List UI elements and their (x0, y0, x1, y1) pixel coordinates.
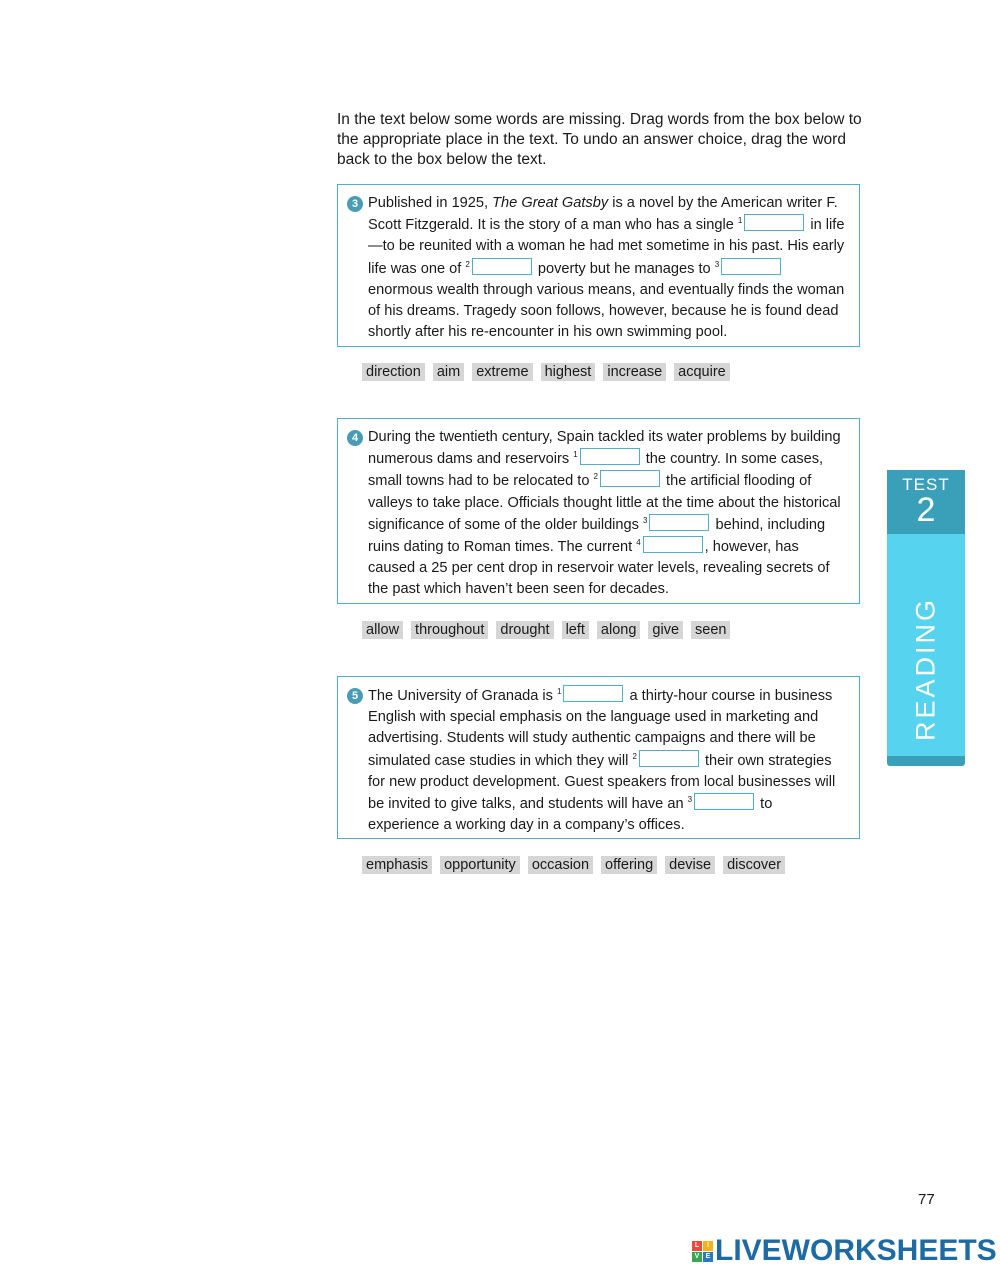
exercise-text: behind, including ruins dating to Roman times. The current (368, 516, 826, 556)
answer-drop-slot[interactable] (744, 214, 804, 231)
exercise-3-text-box (337, 184, 860, 347)
exercise-text: in life—to be reunited with a woman he had met sometime in his past. His early life was one of (368, 217, 845, 277)
gap-number: 1 (557, 687, 562, 696)
logo-text: LIVEWORKSHEETS (715, 1234, 997, 1267)
draggable-word[interactable]: increase (603, 363, 666, 381)
test-number-header (887, 470, 965, 534)
test-label: TEST (902, 475, 950, 494)
exercise-5-text-box (337, 676, 860, 839)
draggable-word[interactable]: acquire (674, 363, 730, 381)
draggable-word[interactable]: left (562, 621, 589, 639)
gap-number: 3 (687, 795, 693, 805)
logo-letter: L (692, 1241, 702, 1251)
draggable-word[interactable]: give (648, 621, 683, 639)
draggable-word[interactable]: highest (541, 363, 596, 381)
exercise-text: the country. In some cases, small towns had to be relocated to (368, 451, 824, 490)
liveworksheets-logo (692, 1234, 997, 1268)
section-band (887, 534, 965, 756)
draggable-word[interactable]: allow (362, 621, 403, 639)
section-label: READING (910, 596, 941, 742)
draggable-word[interactable]: devise (665, 856, 715, 874)
exercise-text: enormous wealth through various means, and eventually finds the woman of his dreams. Tragedy soon follows, however, because he is found dead shortly after his re-encounter in his own swimming pool. (368, 281, 845, 341)
gap-number: 2 (632, 751, 637, 761)
logo-letter: V (692, 1252, 702, 1262)
answer-drop-slot[interactable] (580, 448, 640, 465)
exercise-number-badge: 4 (347, 430, 363, 446)
exercise-number-badge: 3 (347, 196, 363, 212)
draggable-word[interactable]: seen (691, 621, 730, 639)
exercise-text: , however, has caused a 25 per cent drop in reservoir water levels, revealing secrets of the past which haven’t been seen for decades. (368, 539, 830, 598)
exercise-text: their own strategies for new product development. Guest speakers from local businesses will be invited to give talks, and students will have an (368, 752, 836, 813)
answer-drop-slot[interactable] (639, 750, 699, 767)
exercise-text: Published in 1925, (368, 195, 493, 211)
gap-number: 1 (737, 216, 743, 226)
answer-drop-slot[interactable] (600, 470, 660, 487)
draggable-word[interactable]: emphasis (362, 856, 432, 874)
answer-drop-slot[interactable] (649, 514, 709, 531)
draggable-word[interactable]: along (597, 621, 640, 639)
exercise-text: is a novel by the American writer F. Scott Fitzgerald. It is the story of a man who has a single (368, 195, 838, 234)
exercise-text: During the twentieth century, Spain tackled its water problems by building numerous dams and reservoirs (368, 429, 841, 468)
test-number: 2 (916, 491, 936, 529)
gap-number: 4 (636, 538, 641, 548)
answer-drop-slot[interactable] (694, 793, 754, 810)
section-side-tab (887, 470, 965, 766)
gap-number: 3 (714, 259, 720, 269)
answer-drop-slot[interactable] (643, 536, 703, 553)
logo-letter: I (703, 1241, 713, 1251)
tab-footer-bar (887, 756, 965, 766)
word-bank (362, 621, 730, 639)
instructions: In the text below some words are missing. Drag words from the box below to the appropriate place in the text. To undo an answer choice, drag the word back to the box below the text. (337, 111, 862, 168)
word-bank (362, 856, 785, 874)
logo-icon (692, 1241, 713, 1262)
logo-letter: E (703, 1252, 713, 1262)
draggable-word[interactable]: throughout (411, 621, 488, 639)
page-number: 77 (918, 1191, 935, 1208)
answer-drop-slot[interactable] (472, 258, 532, 275)
exercise-text: to experience a working day in a company’s offices. (368, 796, 773, 834)
exercise-4-text-box (337, 418, 860, 604)
gap-number: 2 (465, 259, 470, 269)
exercise-text: The University of Granada is (368, 688, 557, 704)
word-bank (362, 363, 730, 381)
draggable-word[interactable]: extreme (472, 363, 532, 381)
exercise-text: the artificial flooding of valleys to take place. Officials thought little at the time about the historical significance of some of the older buildings (368, 473, 841, 533)
draggable-word[interactable]: offering (601, 856, 657, 874)
exercise-text: a thirty-hour course in business English with special emphasis on the language used in marketing and advertising. Students will study authentic campaigns and there will be simulated case studies in which they will (368, 688, 833, 769)
gap-number: 3 (643, 515, 648, 525)
exercise-number-badge: 5 (347, 688, 363, 704)
answer-drop-slot[interactable] (563, 685, 623, 702)
draggable-word[interactable]: discover (723, 856, 785, 874)
draggable-word[interactable]: occasion (528, 856, 593, 874)
draggable-word[interactable]: aim (433, 363, 464, 381)
gap-number: 2 (593, 472, 598, 482)
gap-number: 1 (573, 450, 578, 460)
draggable-word[interactable]: direction (362, 363, 425, 381)
answer-drop-slot[interactable] (721, 258, 781, 275)
draggable-word[interactable]: opportunity (440, 856, 520, 874)
exercise-text: poverty but he manages to (533, 260, 715, 277)
draggable-word[interactable]: drought (496, 621, 553, 639)
book-title: The Great Gatsby (492, 195, 609, 211)
